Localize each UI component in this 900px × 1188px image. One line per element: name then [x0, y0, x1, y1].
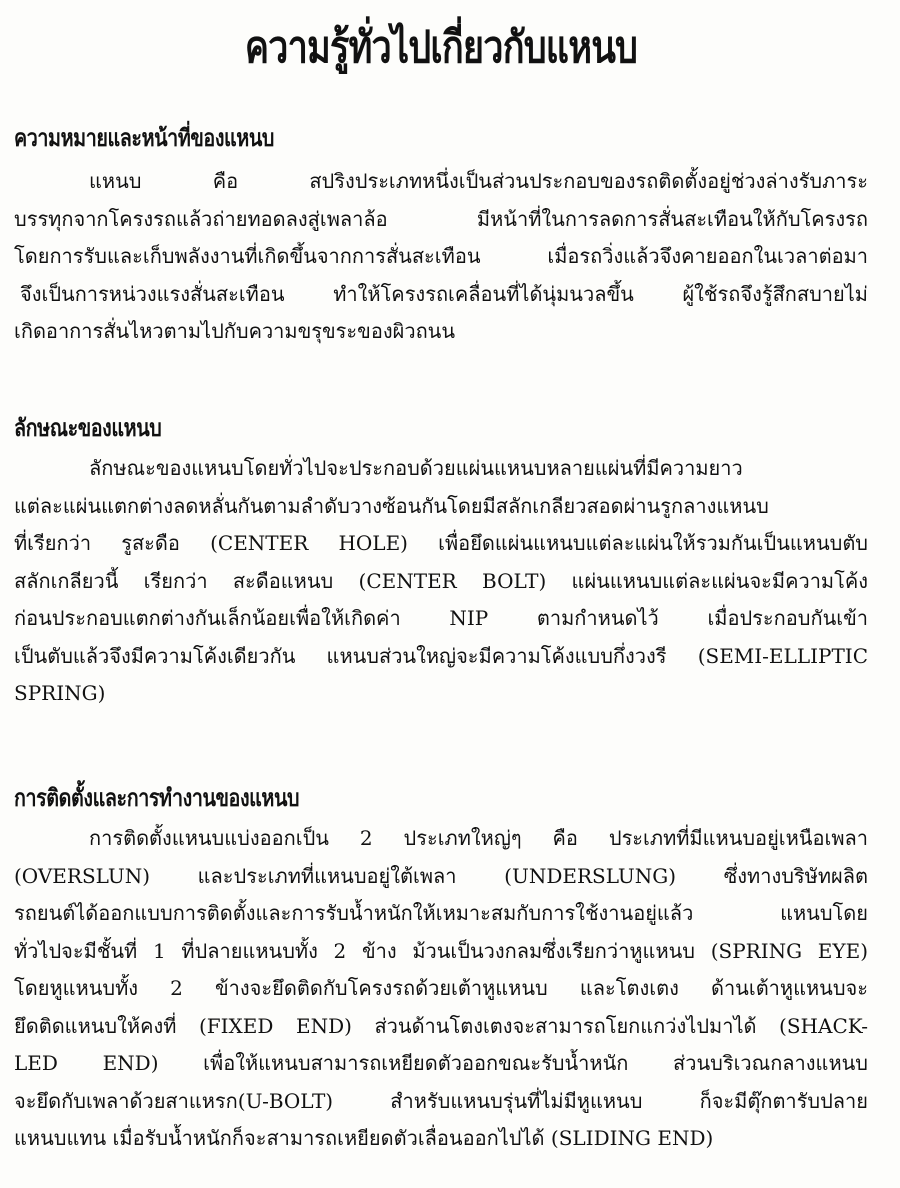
- paragraph-line: ลักษณะของแหนบโดยทั่วไปจะประกอบด้วยแผ่นแหนบหลายแผ่นที่มีความยาว: [89, 456, 743, 480]
- section-heading-meaning: ความหมายและหน้าที่ของแหนบ: [14, 124, 275, 152]
- paragraph-line: รถยนต์ได้ออกแบบการติดตั้งและการรับน้ำหนักให้เหมาะสมกับการใช้งานอยู่แล้ว แหนบโดย: [14, 901, 868, 925]
- paragraph-line: โดยการรับและเก็บพลังงานที่เกิดขึ้นจากการสั่นสะเทือน เมื่อรถวิ่งแล้วจึงคายออกในเวลาต่อมา: [14, 244, 868, 268]
- paragraph-line: สลักเกลียวนี้ เรียกว่า สะดือแหนบ (CENTER BOLT) แผ่นแหนบแต่ละแผ่นจะมีความโค้ง: [14, 568, 868, 593]
- page-title: ความรู้ทั่วไปเกี่ยวกับแหนบ: [244, 22, 638, 73]
- paragraph-line: เกิดอาการสั่นไหวตามไปกับความขรุขระของผิวถนน: [14, 319, 456, 343]
- section-body-meaning: [14, 163, 868, 351]
- paragraph-line: โดยหูแหนบทั้ง 2 ข้างจะยึดติดกับโครงรถด้วยเต้าหูแหนบ และโตงเตง ด้านเต้าหูแหนบจะ: [14, 976, 868, 1000]
- paragraph-line: ยึดติดแหนบให้คงที่ (FIXED END) ส่วนด้านโตงเตงจะสามารถโยกแกว่งไปมาได้ (SHACK-: [14, 1013, 868, 1038]
- section-body-installation: [14, 820, 868, 1158]
- paragraph-line: การติดตั้งแหนบแบ่งออกเป็น 2 ประเภทใหญ่ๆ คือ ประเภทที่มีแหนบอยู่เหนือเพลา: [89, 826, 868, 850]
- paragraph-line: ก่อนประกอบแตกต่างกันเล็กน้อยเพื่อให้เกิดค่า NIP ตามกำหนดไว้ เมื่อประกอบกันเข้า: [14, 606, 868, 630]
- section-body-characteristics: [14, 450, 868, 713]
- paragraph-line: แต่ละแผ่นแตกต่างลดหลั่นกันตามลำดับวางซ้อนกันโดยมีสลักเกลียวสอดผ่านรูกลางแหนบ: [14, 493, 769, 518]
- section-heading-characteristics: ลักษณะของแหนบ: [14, 414, 162, 442]
- paragraph-line: SPRING): [14, 681, 106, 705]
- paragraph-line: แหนบแทน เมื่อรับน้ำหนักก็จะสามารถเหยียดตัวเลื่อนออกไปได้ (SLIDING END): [14, 1126, 714, 1150]
- paragraph-line: ทั่วไปจะมีชั้นที่ 1 ที่ปลายแหนบทั้ง 2 ข้าง ม้วนเป็นวงกลมซึ่งเรียกว่าหูแหนบ (SPRING EYE): [14, 938, 868, 963]
- paragraph-line: LED END) เพื่อให้แหนบสามารถเหยียดตัวออกขณะรับน้ำหนัก ส่วนบริเวณกลางแหนบ: [14, 1051, 868, 1075]
- section-heading-installation: การติดตั้งและการทำงานของแหนบ: [14, 784, 300, 812]
- paragraph-line: แหนบ คือ สปริงประเภทหนึ่งเป็นส่วนประกอบของรถติดตั้งอยู่ช่วงล่างรับภาระ: [89, 169, 868, 193]
- paragraph-line: บรรทุกจากโครงรถแล้วถ่ายทอดลงสู่เพลาล้อ มีหน้าที่ในการลดการสั่นสะเทือนให้กับโครงรถ: [14, 206, 868, 231]
- paragraph-line: จึงเป็นการหน่วงแรงสั่นสะเทือน ทำให้โครงรถเคลื่อนที่ได้นุ่มนวลขึ้น ผู้ใช้รถจึงรู้สึกสบายไม่: [20, 281, 868, 306]
- paragraph-line: ที่เรียกว่า รูสะดือ (CENTER HOLE) เพื่อยึดแผ่นแหนบแต่ละแผ่นให้รวมกันเป็นแหนบตับ: [14, 531, 868, 555]
- paragraph-line: (OVERSLUN) และประเภทที่แหนบอยู่ใต้เพลา (UNDERSLUNG) ซึ่งทางบริษัทผลิต: [14, 863, 868, 888]
- paragraph-line: จะยึดกับเพลาด้วยสาแหรก(U-BOLT) สำหรับแหนบรุ่นที่ไม่มีหูแหนบ ก็จะมีตุ๊กตารับปลาย: [14, 1088, 868, 1113]
- paragraph-line: เป็นตับแล้วจึงมีความโค้งเดียวกัน แหนบส่วนใหญ่จะมีความโค้งแบบกึ่งวงรี (SEMI-ELLIPTIC: [14, 643, 868, 668]
